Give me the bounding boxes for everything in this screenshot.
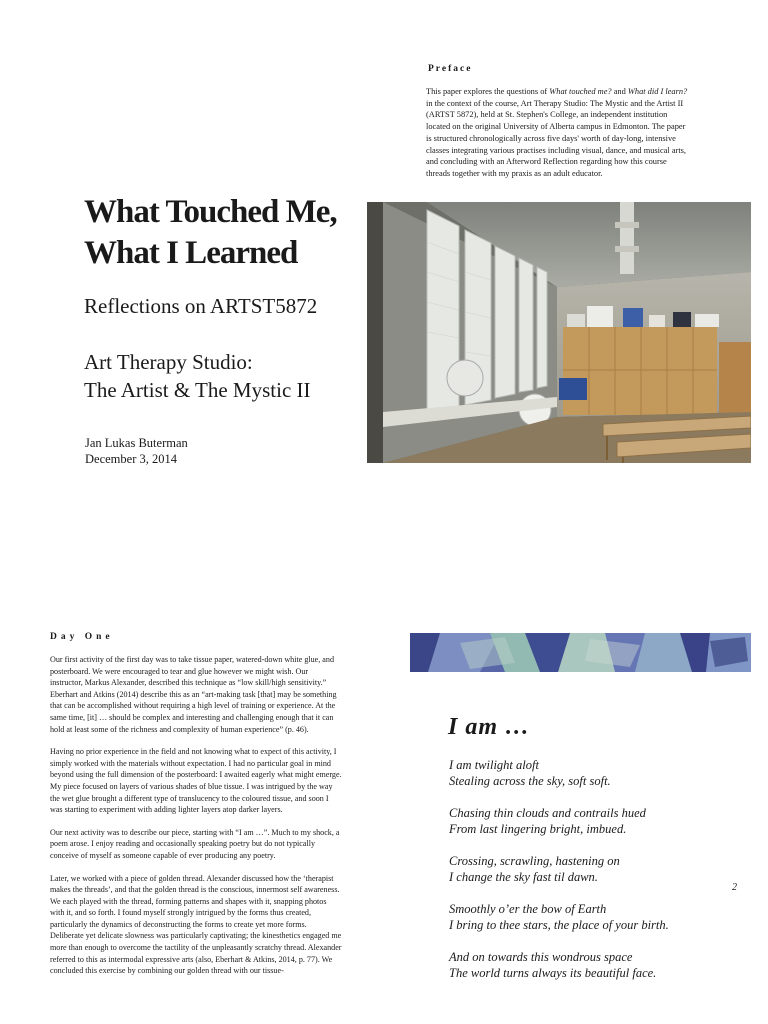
day-one-heading: Day One: [50, 632, 114, 642]
poem: [449, 757, 749, 997]
poem-stanza: Smoothly o’er the bow of Earth I bring to thee stars, the place of your birth.: [449, 902, 669, 932]
paragraph: Our first activity of the first day was to take tissue paper, watered-down white glue, and posterboard. We were encouraged to tear and glue however we might wish. Our instructor, Markus Alexander, described this technique as “low skill/high sensitivity.” Eberhart and Atkins (2014) describe this as an “art-making task [that] may be something that can be accomplished without requiring a high level of training or experience. At the same time, [it] … should be complex and interesting and challenging enough that it can hold at least some of the richness and complexity of human experience” (p. 46).: [50, 655, 337, 734]
paragraph: Later, we worked with a piece of golden thread. Alexander discussed how the ‘therapist makes the threads’, and that the golden thread is the conscious, innermost self awareness. We each played with the thread, forming patterns and shapes with it, snapping photos with it, and so forth. I found myself strongly intrigued by the forms thus created, particularly the dynamics of deconstructing the forms to create yet more forms. Deliberate yet delicate slowness was particularly captivating; the kinesthetics engaged me more than enough to overcome the tactility of the unpleasantly scratchy thread. Alexander referred to this as intermodal expressive arts (also, Eberhart & Atkins, 2014, p. 77). We concluded this exercise by combining our golden thread with our tissue-: [50, 873, 342, 976]
classroom-photo: [367, 202, 751, 463]
author-name: Jan Lukas Buterman: [85, 436, 188, 450]
paragraph: Our next activity was to describe our piece, starting with “I am …”. Much to my shock, a poem arose. I enjoy reading and occasionally speaking poetry but do not typically conceive of myself as someone capable of ever producing any poetry.: [50, 827, 340, 860]
author-block: [85, 435, 188, 467]
page-number: 2: [732, 882, 737, 893]
document-subtitle: Reflections on ARTST5872: [84, 294, 318, 318]
tissue-paper-banner-image: [410, 633, 751, 672]
poem-stanza: Chasing thin clouds and contrails hued From last lingering bright, imbued.: [449, 806, 646, 836]
poem-title: I am …: [448, 714, 531, 740]
document-title: What Touched Me, What I Learned: [84, 194, 337, 271]
preface-heading: Preface: [428, 64, 473, 74]
poem-stanza: I am twilight aloft Stealing across the sky, soft soft.: [449, 758, 611, 788]
day-one-body: [50, 654, 342, 988]
poem-stanza: Crossing, scrawling, hastening on I change the sky fast til dawn.: [449, 854, 620, 884]
poem-stanza: And on towards this wondrous space The world turns always its beautiful face.: [449, 950, 657, 980]
paragraph: Having no prior experience in the field and not knowing what to expect of this activity, I simply worked with the materials without expectation. I had no particular goal in mind beyond using the full dimension of the posterboard: I awaited eagerly what might emerge. My piece focused on layers of various shades of blue tissue. I was intrigued by the way the wet glue brought a different type of translucency to the coloured tissue, and soon I was starting to experiment with adding lighter layers atop darker layers.: [50, 747, 342, 815]
course-title: Art Therapy Studio: The Artist & The Mystic II: [84, 350, 311, 402]
preface-text: This paper explores the questions of What touched me? and What did I learn? in the context of the course, Art Therapy Studio: The Mystic and the Artist II (ARTST 5872), held at St. Stephen's College, an independent institution located on the original University of Alberta campus in Edmonton. The paper is structured chronologically across five days' worth of day-long, intensive classes integrating various practises including visual, dance, and musical arts, and concluding with an Afterword Reflection regarding how this course threads together with my praxis as an adult educator.: [426, 87, 688, 178]
document-date: December 3, 2014: [85, 452, 177, 466]
